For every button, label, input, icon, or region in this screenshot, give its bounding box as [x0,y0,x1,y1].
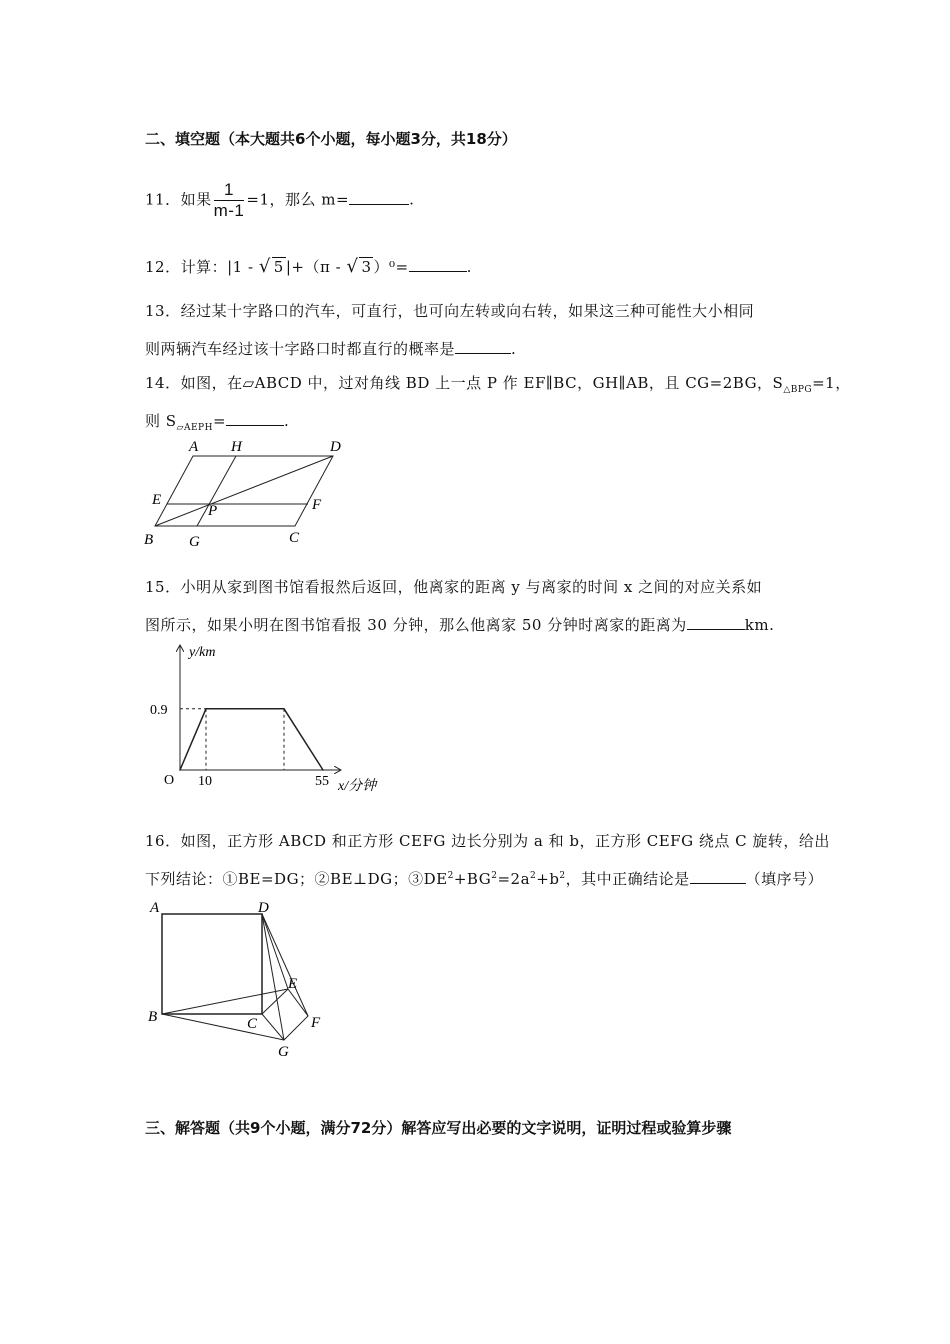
q16-line-2 [145,868,823,889]
q14-parallelogram-figure [140,436,360,552]
q11-denominator: m-1 [213,201,245,220]
label-a: A [189,439,199,455]
section-3-heading: 三、解答题（共9个小题，满分72分）解答应写出必要的文字说明，证明过程或验算步骤 [145,1119,732,1137]
q16-sup-3: 2 [530,871,537,881]
q14-text-d: = [212,412,227,430]
q16-answer-blank[interactable] [690,871,746,884]
q16-text-a: 下列结论：①BE=DG；②BE⊥DG；③DE [145,870,448,888]
q14-text-b: =1， [812,374,851,392]
data-point [179,769,181,771]
label-f: F [312,497,322,513]
label-g: G [278,1044,289,1060]
label-a: A [150,900,160,916]
label-d: D [258,900,269,916]
q11-answer-blank[interactable] [349,192,409,205]
radical-icon: √ [258,256,271,277]
square-cefg [262,989,308,1040]
q13-line-1: 13．经过某十字路口的汽车，可直行，也可向左转或向右转，如果这三种可能性大小相同 [145,302,755,320]
y-axis-label: y/km [189,645,216,660]
q15-text-b: km. [744,616,775,634]
q16-sup-2: 2 [491,871,498,881]
q15-line-1: 15．小明从家到图书馆看报然后返回，他离家的距离 y 与离家的时间 x 之间的对应关系如 [145,578,763,596]
q16-line-1: 16．如图，正方形 ABCD 和正方形 CEFG 边长分别为 a 和 b，正方形 CEFG 绕点 C 旋转，给出 [145,832,830,850]
q15-answer-blank[interactable] [687,617,745,630]
q12-radicand-1: 5 [273,258,284,276]
q11-number: 11． [145,190,181,209]
q14-answer-blank[interactable] [226,413,284,426]
q16-text-e: ，其中正确结论是 [565,870,690,888]
q16-text-d: +b [536,870,560,888]
q13-end: . [511,340,517,358]
q15-text-a: 图所示，如果小明在图书馆看报 30 分钟，那么他离家 50 分钟时离家的距离为 [145,616,687,634]
q16-sup-4: 2 [559,871,566,881]
q16-squares-figure [140,894,340,1064]
q11-suffix: =1，那么 m= [246,190,350,209]
q12-suffix: ）⁰= [373,258,409,276]
q14-subscript-bpg: △BPG [783,385,813,395]
question-12 [145,256,472,277]
q11-numerator: 1 [214,180,245,201]
label-p: P [208,503,218,519]
x-tick-label: 10 [198,774,212,789]
q11-fraction [214,180,245,221]
q13-answer-blank[interactable] [455,341,511,354]
x-tick-label: 55 [315,774,329,789]
q11-prefix: 如果 [180,190,212,209]
segment-dg [262,914,284,1040]
q12-number: 12． [145,258,181,276]
label-f: F [311,1015,321,1031]
label-c: C [289,530,300,546]
label-g: G [189,534,200,550]
q14-text-c: 则 S [145,412,177,430]
q14-line-1 [145,372,851,395]
question-11 [145,180,414,221]
q14-subscript-aeph: ▱AEPH [176,423,213,433]
y-tick-label: 0.9 [150,702,168,718]
radical-icon: √ [346,256,359,277]
x-axis-label: x/分钟 [338,779,377,794]
q15-distance-time-chart [140,640,400,800]
section-2-heading: 二、填空题（本大题共6个小题，每小题3分，共18分） [145,130,517,148]
q14-text-a: 14．如图，在▱ABCD 中，过对角线 BD 上一点 P 作 EF∥BC，GH∥AB，且 CG=2BG，S [145,374,784,392]
q14-end: . [284,412,290,430]
q12-mid: |+（π - [285,258,342,276]
q16-text-b: +BG [453,870,492,888]
q16-text-f: （填序号） [745,870,824,888]
series-distance-line [180,709,323,770]
q16-text-c: =2a [497,870,531,888]
q13-line-2 [145,338,516,359]
q14-line-2 [145,410,289,433]
diagonal-bd [155,456,333,526]
square-abcd [162,914,262,1014]
q12-answer-blank[interactable] [409,259,467,272]
segment-be [162,989,288,1014]
label-e: E [152,492,162,508]
q12-prefix: 计算：|1 - [180,258,254,276]
q16-sup-1: 2 [447,871,454,881]
origin-label: O [164,773,175,788]
label-b: B [144,532,154,548]
data-point [322,769,324,771]
q13-text: 则两辆汽车经过该十字路口时都直行的概率是 [145,340,456,358]
label-e: E [288,976,298,992]
label-c: C [247,1016,258,1032]
segment-de [262,914,288,989]
q12-radicand-2: 3 [361,258,372,276]
label-b: B [148,1009,158,1025]
label-h: H [231,439,242,455]
label-d: D [330,439,341,455]
q12-end: . [466,258,472,276]
q11-end: . [409,190,415,209]
q15-line-2 [145,614,774,635]
segment-df [262,914,308,1016]
